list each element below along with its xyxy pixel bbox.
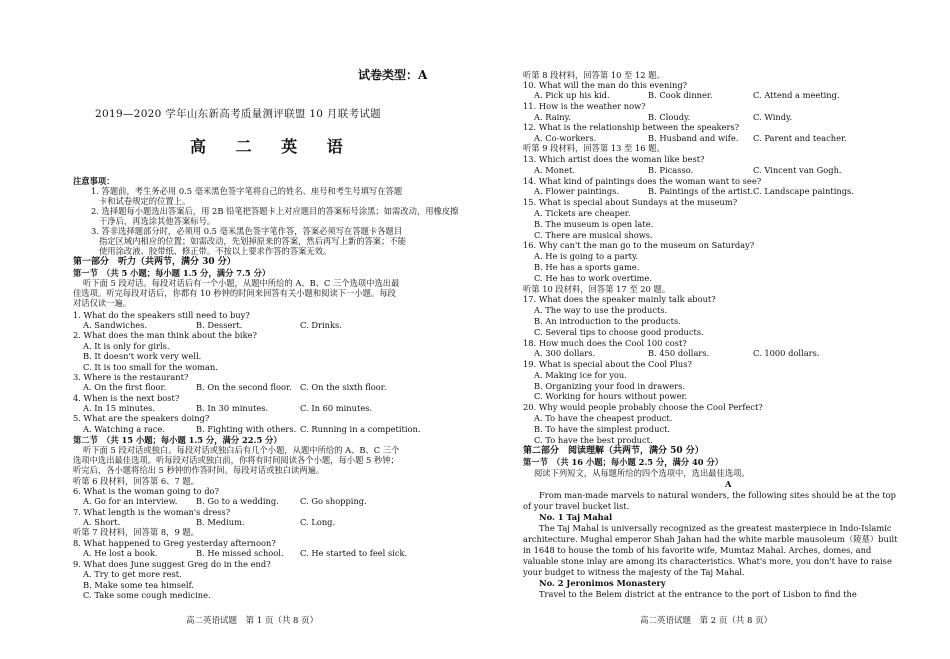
reading-section1-heading: 第一节 （共 16 小题；每小题 2.5 分，满分 40 分） <box>523 457 724 467</box>
passage-line: your budget to witness the majesty of the Taj Mahal. <box>523 567 745 577</box>
question-stem: 5. What are the speakers doing? <box>73 413 210 423</box>
section2-heading: 第二节 （共 15 小题；每小题 1.5 分，满分 22.5 分） <box>73 435 282 445</box>
option-b: B. The museum is open late. <box>534 219 654 229</box>
option-c: C. 1000 dollars. <box>753 348 820 358</box>
option-c: C. There are musical shows. <box>534 230 653 240</box>
notice-line: 1. 答题前，考生务必用 0.5 毫米黑色签字笔将自己的姓名、座号和考生号填写在答题 <box>91 186 403 196</box>
question-stem: 17. What does the speaker mainly talk about? <box>523 294 716 304</box>
option-a: A. Try to get more rest. <box>83 569 182 579</box>
option-b: B. Husband and wife. <box>648 133 739 143</box>
question-stem: 10. What will the man do this evening? <box>523 80 688 90</box>
option-a: A. Rainy. <box>534 112 571 122</box>
option-c: C. Several tips to choose good products. <box>534 327 704 337</box>
page-footer: 高二英语试题 第 2 页（共 8 页） <box>640 616 773 626</box>
section1-heading: 第一节 （共 5 小题；每小题 1.5 分，满分 7.5 分） <box>73 268 271 278</box>
passage-line: of your travel bucket list. <box>523 501 630 511</box>
page-footer: 高二英语试题 第 1 页（共 8 页） <box>186 616 319 626</box>
option-b: B. An introduction to the products. <box>534 316 681 326</box>
option-c: C. Go shopping. <box>300 496 367 506</box>
passage-letter: A <box>725 479 732 489</box>
option-c: C. To have the best product. <box>534 435 653 445</box>
question-stem: 1. What do the speakers still need to buy? <box>73 310 250 320</box>
option-c: C. Running in a competition. <box>300 424 421 434</box>
option-b: B. Cook dinner. <box>648 90 713 100</box>
material-note: 听第 10 段材料，回答第 17 至 20 题。 <box>523 284 671 294</box>
instruction-line: 选项中选出最佳选项。听每段对话或独白前，你将有时间阅读各个小题，每小题 5 秒钟； <box>73 455 399 465</box>
option-a: A. He is going to a party. <box>534 251 639 261</box>
option-b: B. It doesn't work very well. <box>83 351 202 361</box>
passage-line: The Taj Mahal is universally recognized as the greatest masterpiece in Indo-Islamic <box>539 523 892 533</box>
option-b: B. Paintings of the artist. <box>648 186 754 196</box>
site-title: No. 2 Jeronimos Monastery <box>539 578 666 588</box>
instruction-line: 佳选项。听完每段对话后，你都有 10 秒钟的时间来回答有关小题和阅读下一小题。每段 <box>73 288 396 298</box>
notice-heading: 注意事项： <box>73 176 115 186</box>
question-stem: 3. Where is the restaurant? <box>73 372 189 382</box>
part2-heading: 第二部分 阅读理解（共两节，满分 50 分） <box>523 446 704 456</box>
notice-line: 卡和试卷规定的位置上。 <box>99 196 191 206</box>
material-note: 听第 9 段材料，回答第 13 至 16 题。 <box>523 143 665 153</box>
option-a: A. He lost a book. <box>83 548 158 558</box>
option-c: C. Take some cough medicine. <box>83 590 211 600</box>
option-c: C. He has to work overtime. <box>534 273 652 283</box>
option-c: C. Working for hours without power. <box>534 391 688 401</box>
notice-line: 3. 答非选择题部分时，必须用 0.5 毫米黑色签字笔作答，答案必须写在答题卡各题目 <box>91 226 403 236</box>
option-b: B. Organizing your food in drawers. <box>534 381 686 391</box>
option-a: A. The way to use the products. <box>534 305 668 315</box>
question-stem: 19. What is special about the Cool Plus? <box>523 359 692 369</box>
option-c: C. Long. <box>300 517 336 527</box>
option-a: A. Short. <box>83 517 121 527</box>
option-a: A. It is only for girls. <box>83 341 170 351</box>
question-stem: 8. What happened to Greg yesterday afternoon? <box>73 538 276 548</box>
option-a: A. 300 dollars. <box>534 348 596 358</box>
option-a: A. Monet. <box>534 165 575 175</box>
option-b: B. 450 dollars. <box>648 348 710 358</box>
question-stem: 16. Why can't the man go to the museum on Saturday? <box>523 240 755 250</box>
passage-line: valuable stone inlay are among its characteristics. What's more, you don't have to raise <box>523 556 892 566</box>
material-note: 听第 8 段材料，回答第 10 至 12 题。 <box>523 70 665 80</box>
option-a: A. Sandwiches. <box>83 320 148 330</box>
option-c: C. On the sixth floor. <box>300 382 387 392</box>
option-a: A. Go for an interview. <box>83 496 178 506</box>
exam-title: 2019—2020 学年山东新高考质量测评联盟 10 月联考试题 <box>95 108 381 120</box>
reading-instruction: 阅读下列短文，从每题所给的四个选项中，选出最佳选项。 <box>534 468 750 478</box>
option-b: B. He missed school. <box>196 548 284 558</box>
option-c: C. Drinks. <box>300 320 342 330</box>
site-title: No. 1 Taj Mahal <box>539 512 613 522</box>
question-stem: 6. What is the woman going to do? <box>73 486 219 496</box>
part1-heading: 第一部分 听力（共两节，满分 30 分） <box>73 257 236 267</box>
subject-title: 高 二 英 语 <box>190 137 355 156</box>
option-b: B. Dessert. <box>196 320 243 330</box>
material-note: 听第 6 段材料，回答第 6、7 题。 <box>73 476 199 486</box>
option-a: A. To have the cheapest product. <box>534 413 673 423</box>
option-b: B. In 30 minutes. <box>196 403 269 413</box>
question-stem: 13. Which artist does the woman like best? <box>523 154 705 164</box>
option-a: A. Flower paintings. <box>534 186 620 196</box>
notice-line: 指定区域内相应的位置；如需改动，先划掉原来的答案，然后再写上新的答案；不能 <box>99 236 406 246</box>
instruction-line: 听下面 5 段对话。每段对话后有一个小题，从题中所给的 A、B、C 三个选项中选出最 <box>83 278 400 288</box>
paper-type: 试卷类型：A <box>358 68 428 82</box>
option-c: C. In 60 minutes. <box>300 403 373 413</box>
instruction-line: 听完后，各小题将给出 5 秒钟的作答时间。每段对话或独白读两遍。 <box>73 465 325 475</box>
option-a: A. In 15 minutes. <box>83 403 156 413</box>
option-b: B. Cloudy. <box>648 112 691 122</box>
right-page <box>475 0 950 659</box>
question-stem: 18. How much does the Cool 100 cost? <box>523 338 687 348</box>
option-a: A. Watching a race. <box>83 424 165 434</box>
question-stem: 11. How is the weather now? <box>523 101 646 111</box>
option-c: C. Attend a meeting. <box>753 90 840 100</box>
question-stem: 15. What is special about Sundays at the museum? <box>523 197 738 207</box>
option-c: C. Landscape paintings. <box>753 186 854 196</box>
passage-line: in 1648 to house the tomb of his favorite wife, Mumtaz Mahal. Arches, domes, and <box>523 545 872 555</box>
option-a: A. Tickets are cheaper. <box>534 208 631 218</box>
option-a: A. Co-workers. <box>534 133 597 143</box>
option-c: C. Parent and teacher. <box>753 133 847 143</box>
option-a: A. Making ice for you. <box>534 370 627 380</box>
material-note: 听第 7 段材料，回答第 8，9 题。 <box>73 527 199 537</box>
option-b: B. Fighting with others. <box>196 424 297 434</box>
question-stem: 9. What does June suggest Greg do in the end? <box>73 559 271 569</box>
passage-line: From man-made marvels to natural wonders, the following sites should be at the top <box>539 490 896 500</box>
option-a: A. On the first floor. <box>83 382 167 392</box>
option-b: B. Medium. <box>196 517 245 527</box>
notice-line: 干净后，再选涂其他答案标号。 <box>99 216 216 226</box>
option-b: B. Go to a wedding. <box>196 496 279 506</box>
question-stem: 4. When is the next bost? <box>73 393 180 403</box>
option-a: A. Pick up his kid. <box>534 90 610 100</box>
instruction-line: 对话仅读一遍。 <box>73 298 132 308</box>
option-b: B. Picasso. <box>648 165 694 175</box>
option-c: C. Windy. <box>753 112 793 122</box>
option-b: B. On the second floor. <box>196 382 292 392</box>
option-b: B. He has a sports game. <box>534 262 640 272</box>
question-stem: 2. What does the man think about the bike? <box>73 330 257 340</box>
option-b: B. Make some tea himself. <box>83 580 194 590</box>
question-stem: 12. What is the relationship between the speakers? <box>523 122 740 132</box>
option-c: C. It is too small for the woman. <box>83 362 218 372</box>
question-stem: 7. What length is the woman's dress? <box>73 507 231 517</box>
notice-line: 使用涂改液、胶带纸、修正带。不按以上要求作答的答案无效。 <box>99 246 332 256</box>
option-c: C. He started to feel sick. <box>300 548 408 558</box>
instruction-line: 听下面 5 段对话或独白。每段对话或独白后有几个小题，从题中所给的 A、B、C 三个 <box>83 445 400 455</box>
passage-line: Travel to the Belem district at the entrance to the port of Lisbon to find the <box>539 589 857 599</box>
option-b: B. To have the simplest product. <box>534 424 671 434</box>
notice-line: 2. 选择题每小题选出答案后，用 2B 铅笔把答题卡上对应题目的答案标号涂黑；如需改动，用橡皮擦 <box>91 206 459 216</box>
option-c: C. Vincent van Gogh. <box>753 165 842 175</box>
passage-line: architecture. Mughal emperor Shah Jahan had the white marble mausoleum（陵墓）built <box>523 534 898 544</box>
question-stem: 20. Why would people probably choose the Cool Perfect? <box>523 402 763 412</box>
question-stem: 14. What kind of paintings does the woman want to see? <box>523 176 762 186</box>
